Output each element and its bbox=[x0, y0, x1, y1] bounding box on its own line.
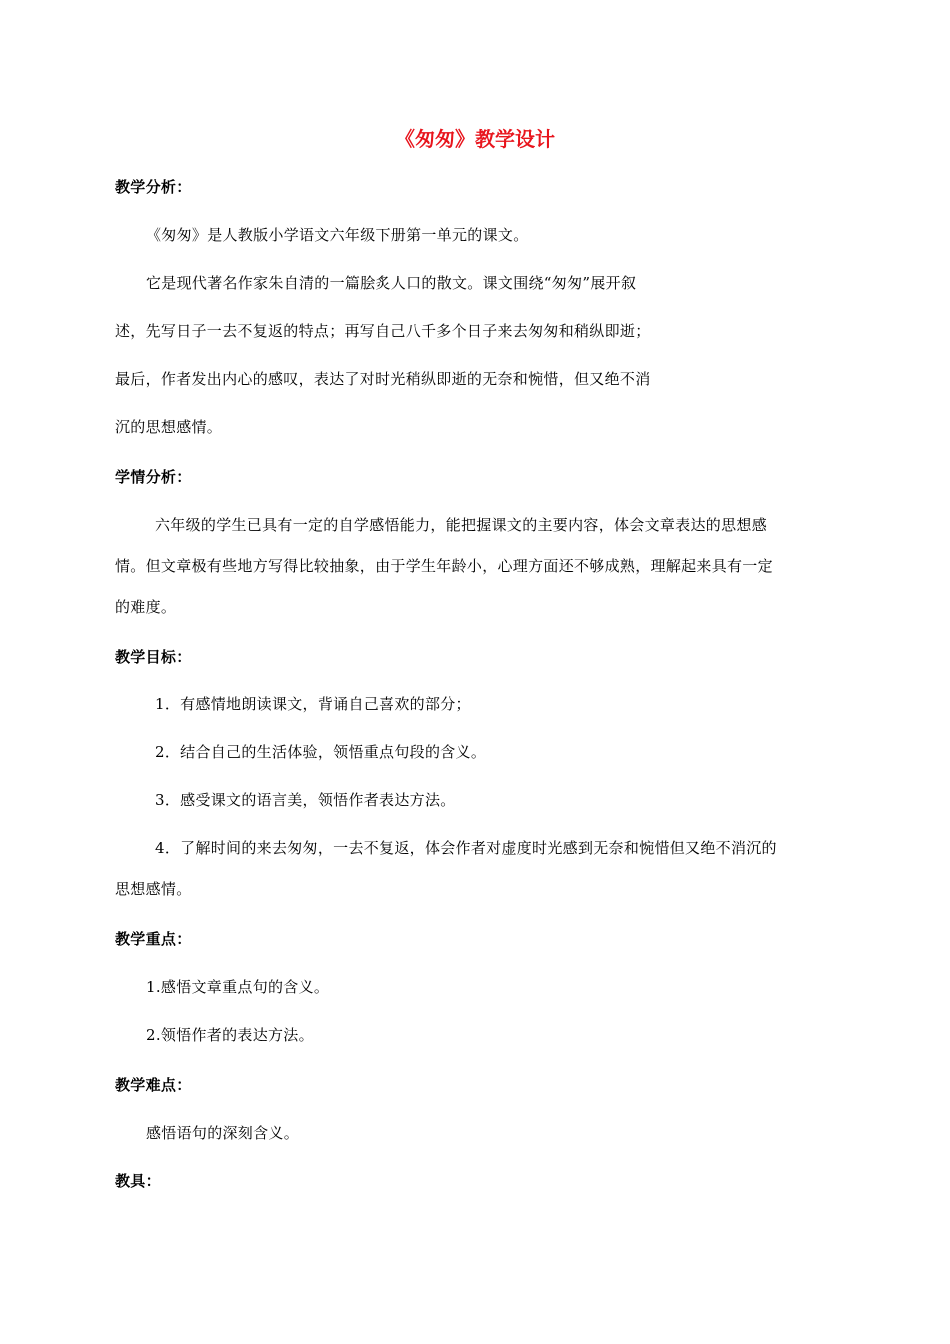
section-heading-goals: 教学目标： bbox=[115, 648, 192, 666]
paragraph-line: 情。但文章极有些地方写得比较抽象，由于学生年龄小，心理方面还不够成熟，理解起来具有一定 bbox=[115, 557, 773, 575]
section-heading-key-points: 教学重点： bbox=[115, 930, 192, 948]
paragraph-line: 述，先写日子一去不复返的特点；再写自己八千多个日子来去匆匆和稍纵即逝； bbox=[115, 322, 651, 340]
paragraph-line: 六年级的学生已具有一定的自学感悟能力，能把握课文的主要内容，体会文章表达的思想感 bbox=[155, 516, 768, 534]
section-heading-difficulties: 教学难点： bbox=[115, 1076, 192, 1094]
paragraph-line: 《匆匆》是人教版小学语文六年级下册第一单元的课文。 bbox=[146, 226, 529, 244]
key-point-item: 1.感悟文章重点句的含义。 bbox=[146, 978, 330, 996]
goal-item: 4．了解时间的来去匆匆，一去不复返，体会作者对虚度时光感到无奈和惋惜但又绝不消沉的 bbox=[155, 839, 777, 857]
goal-item: 3．感受课文的语言美，领悟作者表达方法。 bbox=[155, 791, 456, 809]
section-heading-students: 学情分析： bbox=[115, 468, 192, 486]
difficulty-item: 感悟语句的深刻含义。 bbox=[146, 1124, 300, 1142]
document-title: 《匆匆》教学设计 bbox=[395, 127, 555, 151]
goal-item-continued: 思想感情。 bbox=[115, 880, 192, 898]
paragraph-line: 最后，作者发出内心的感叹，表达了对时光稍纵即逝的无奈和惋惜，但又绝不消 bbox=[115, 370, 651, 388]
goal-item: 2．结合自己的生活体验，领悟重点句段的含义。 bbox=[155, 743, 487, 761]
paragraph-line: 的难度。 bbox=[115, 598, 177, 616]
goal-item: 1．有感情地朗读课文，背诵自己喜欢的部分； bbox=[155, 695, 471, 713]
paragraph-line: 它是现代著名作家朱自清的一篇脍炙人口的散文。课文围绕“匆匆”展开叙 bbox=[146, 274, 637, 292]
section-heading-tools: 教具： bbox=[115, 1172, 161, 1190]
key-point-item: 2.领悟作者的表达方法。 bbox=[146, 1026, 314, 1044]
section-heading-analysis: 教学分析： bbox=[115, 178, 192, 196]
paragraph-line: 沉的思想感情。 bbox=[115, 418, 223, 436]
